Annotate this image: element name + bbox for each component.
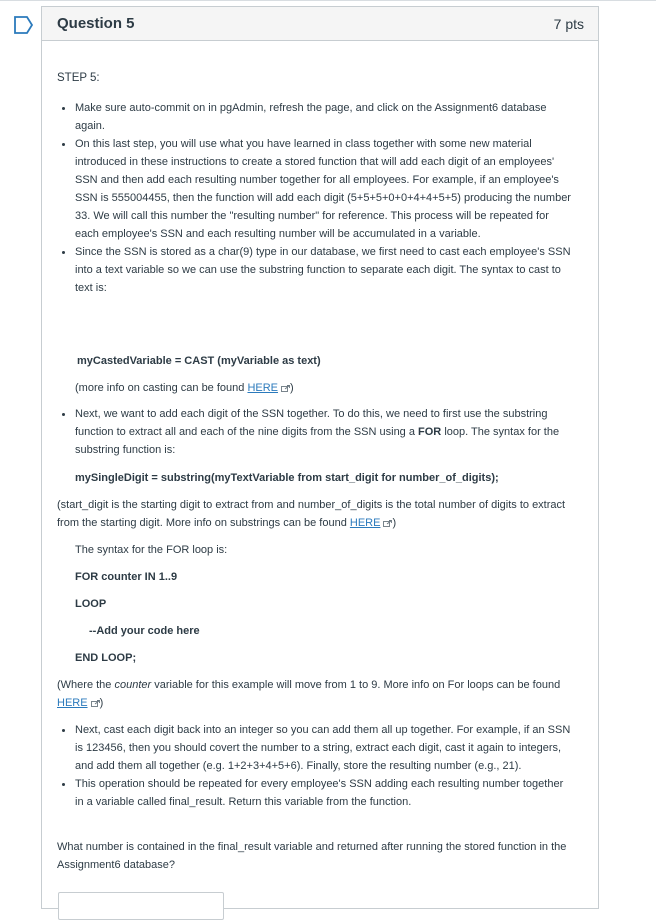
bookmark-flag-icon[interactable] xyxy=(14,16,34,34)
end-loop-line: END LOOP; xyxy=(75,652,137,664)
bullet-list-1 xyxy=(57,99,572,297)
answer-input[interactable] xyxy=(58,892,224,920)
top-divider xyxy=(0,0,656,1)
question-header xyxy=(42,7,598,41)
where-note: (Where the counter variable for this example will move from 1 to 9. More info on For loops can be found HERE ) xyxy=(57,679,561,709)
for-line: FOR counter IN 1..9 xyxy=(75,571,178,583)
question-title: Question 5 xyxy=(57,15,135,32)
cast-syntax: myCastedVariable = CAST (myVariable as text) xyxy=(77,355,321,367)
substring-note: (start_digit is the starting digit to extract from and number_of_digits is the total number of digits to extract from the starting digit. More info on substrings can be found HERE ) xyxy=(57,499,566,529)
cast-info: (more info on casting can be found HERE ) xyxy=(75,382,294,394)
bullet-list-2 xyxy=(57,721,572,811)
external-link-icon xyxy=(91,700,100,707)
list-item: Make sure auto-commit on in pgAdmin, refresh the page, and click on the Assignment6 database again. xyxy=(57,99,572,135)
bullet-list-next xyxy=(57,405,572,459)
question-card xyxy=(41,6,599,909)
question-points: 7 pts xyxy=(553,15,584,32)
external-link-icon xyxy=(281,385,290,392)
substring-syntax: mySingleDigit = substring(myTextVariable from start_digit for number_of_digits); xyxy=(75,472,499,484)
for-here-link[interactable]: HERE xyxy=(57,697,88,709)
step-label: STEP 5: xyxy=(57,72,100,84)
list-item: On this last step, you will use what you have learned in class together with some new material introduced in these instructions to create a stored function that will add each digit of an employees' SSN and then add each resulting number together for all employees. For example, if an employee's SSN is 555004455, then the function will add each digit (5+5+5+0+0+4+4+5+5) producing the number 33. We will call this number the "resulting number" for reference. This process will be repeated for each employee's SSN and each resulting number will be accumulated in a variable. xyxy=(57,135,572,243)
list-item: Next, cast each digit back into an integer so you can add them all up together. For example, if an SSN is 123456, then you should covert the number to a string, extract each digit, cast it again to integers, and add them all together (e.g. 1+2+3+4+5+6). Finally, store the resulting number (e.g., 21). xyxy=(57,721,572,775)
code-line: --Add your code here xyxy=(89,625,200,637)
final-question: What number is contained in the final_result variable and returned after running the stored function in the Assignment6 database? xyxy=(57,841,567,871)
for-syntax-label: The syntax for the FOR loop is: xyxy=(75,544,228,556)
cast-here-link[interactable]: HERE xyxy=(247,382,279,394)
substring-here-link[interactable]: HERE xyxy=(349,517,381,529)
list-item: Next, we want to add each digit of the SSN together. To do this, we need to first use the substring function to extract all and each of the nine digits from the SSN using a FOR loop. The syntax for the substring function is: xyxy=(57,405,572,459)
list-item: This operation should be repeated for every employee's SSN adding each resulting number together in a variable called final_result. Return this variable from the function. xyxy=(57,775,572,811)
loop-line: LOOP xyxy=(75,598,107,610)
list-item: Since the SSN is stored as a char(9) type in our database, we first need to cast each employee's SSN into a text variable so we can use the substring function to separate each digit. The syntax to cast to text is: xyxy=(57,243,572,297)
